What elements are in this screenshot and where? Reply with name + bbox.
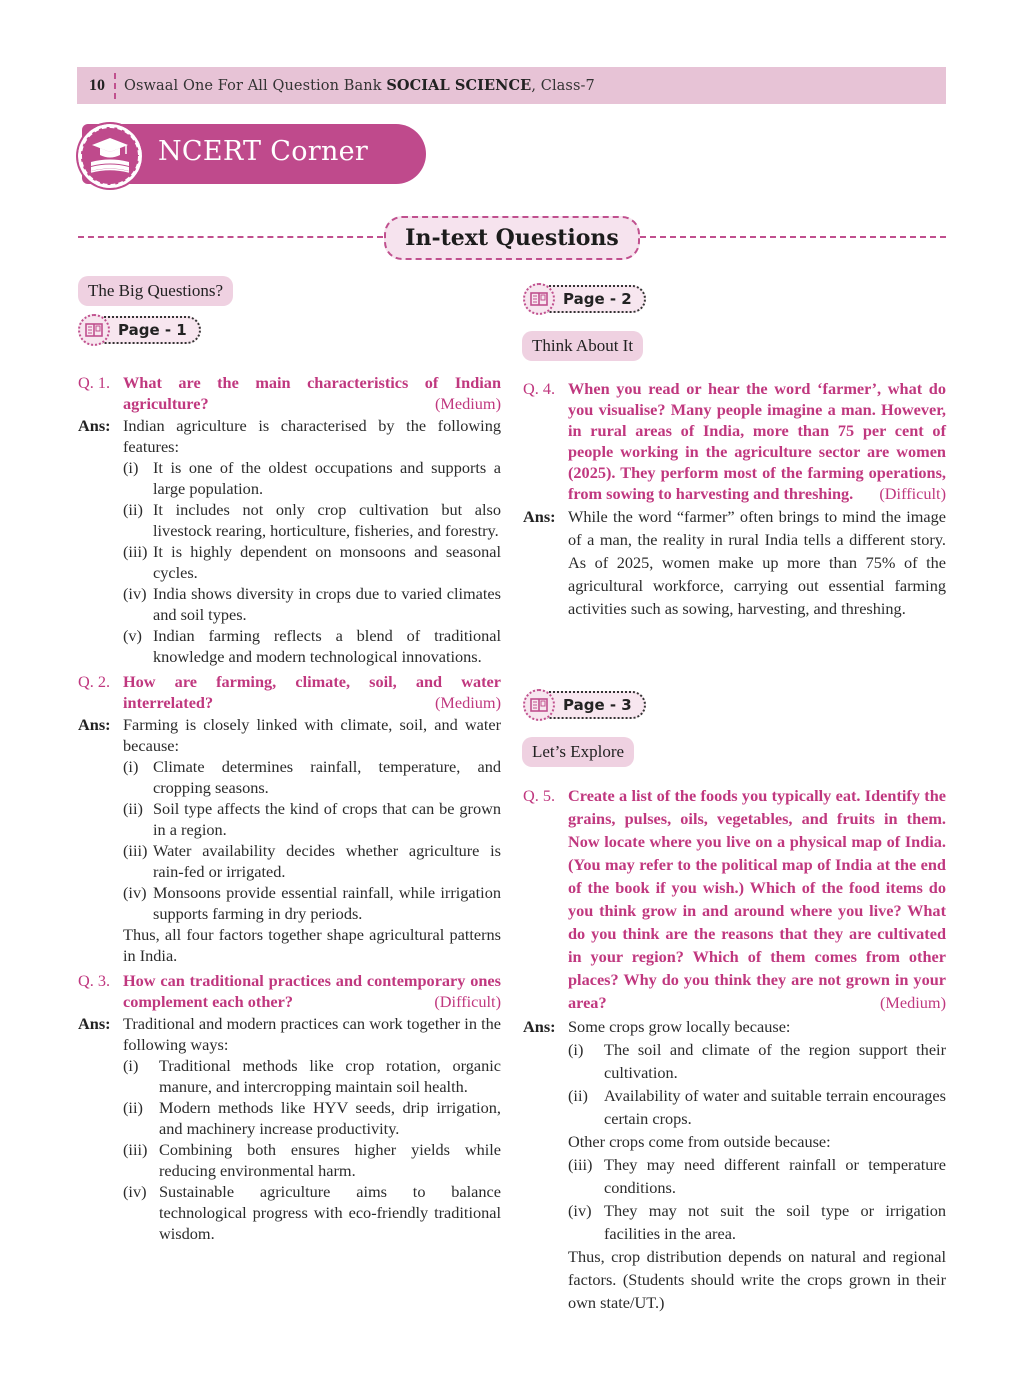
item-number: (iv): [568, 1201, 592, 1220]
item-text: Water availability decides whether agriculture is rain-fed or irrigated.: [153, 841, 501, 881]
answer-item: [123, 541, 501, 583]
item-text: Traditional methods like crop rotation, organic manure, and intercropping maintain soil health.: [159, 1056, 501, 1096]
item-number: (i): [123, 1056, 139, 1075]
book-subject: SOCIAL SCIENCE: [386, 77, 532, 94]
question-number: Q. 3.: [78, 971, 111, 990]
answer-item: [123, 798, 501, 840]
answer-item: [123, 1181, 501, 1244]
right-column-top: [523, 378, 946, 620]
question-text: How can traditional practices and contemporary ones complement each other?: [123, 971, 501, 1011]
item-text: It is one of the oldest occupations and supports a large population.: [153, 458, 501, 498]
tag-think-about-it: Think About It: [522, 331, 643, 361]
answer-item: [568, 1038, 946, 1084]
item-text: Availability of water and suitable terrain encourages certain crops.: [604, 1086, 946, 1128]
answer-label: Ans:: [78, 416, 111, 435]
question-5: [523, 784, 946, 1014]
item-number: (iii): [568, 1155, 593, 1174]
question-text: How are farming, climate, soil, and water interrelated?: [123, 672, 501, 712]
answer-item: [123, 625, 501, 667]
answer-item: [568, 1153, 946, 1199]
answer-5: [523, 1015, 946, 1314]
running-header: [77, 67, 946, 104]
page-label-text: Page - 3: [533, 691, 646, 719]
item-number: (iv): [123, 584, 147, 603]
question-3: [78, 970, 501, 1012]
answer-intro: Indian agriculture is characterised by the following features:: [123, 416, 501, 456]
question-number: Q. 4.: [523, 379, 556, 398]
answer-1: [78, 415, 501, 667]
answer-intro: Traditional and modern practices can work together in the following ways:: [123, 1014, 501, 1054]
open-book-icon: [78, 314, 110, 346]
answer-item: [568, 1084, 946, 1130]
answer-mid-text: Other crops come from outside because:: [568, 1132, 831, 1151]
open-book-icon: [523, 689, 555, 721]
tag-big-questions: The Big Questions?: [78, 276, 233, 306]
answer-item: [123, 583, 501, 625]
book-title: [124, 77, 595, 94]
item-number: (iii): [123, 841, 148, 860]
answer-item: [123, 499, 501, 541]
item-number: (iv): [123, 883, 147, 902]
question-number: Q. 1.: [78, 373, 111, 392]
item-number: (i): [123, 458, 139, 477]
answer-item: [568, 1199, 946, 1245]
answer-item: [123, 882, 501, 924]
item-number: (iii): [123, 542, 148, 561]
difficulty-label: (Difficult): [434, 992, 501, 1011]
banner-title: NCERT Corner: [158, 136, 369, 167]
item-number: (ii): [123, 1098, 143, 1117]
answer-conclusion: Thus, all four factors together shape agricultural patterns in India.: [123, 925, 501, 965]
item-number: (i): [568, 1040, 584, 1059]
book-class: , Class-7: [531, 78, 595, 94]
item-number: (ii): [123, 799, 143, 818]
answer-intro: Farming is closely linked with climate, soil, and water because:: [123, 715, 501, 755]
item-text: They may need different rainfall or temperature conditions.: [604, 1155, 946, 1197]
item-text: Climate determines rainfall, temperature, and cropping seasons.: [153, 757, 501, 797]
answer-conclusion: Thus, crop distribution depends on natural and regional factors. (Students should write the crops grown in their own state/UT.): [568, 1247, 946, 1312]
item-text: The soil and climate of the region support their cultivation.: [604, 1040, 946, 1082]
page-label-1: [78, 317, 201, 343]
answer-text: While the word “farmer” often brings to mind the image of a man, the reality in rural India tells a different story. As of 2025, women make up more than 75% of the agricultural workforce, carrying out essential farming activities such as sowing, harvesting, and threshing.: [568, 507, 946, 618]
item-number: (ii): [568, 1086, 588, 1105]
question-2: [78, 671, 501, 713]
item-text: Monsoons provide essential rainfall, while irrigation supports farming in dry periods.: [153, 883, 501, 923]
item-text: Combining both ensures higher yields while reducing environmental harm.: [159, 1140, 501, 1180]
answer-2: [78, 714, 501, 966]
right-column-bottom: [523, 784, 946, 1314]
section-divider-right: [640, 236, 946, 238]
section-title: In-text Questions: [384, 216, 640, 260]
question-text: When you read or hear the word ‘farmer’, what do you visualise? Many people imagine a man. However, in rural areas of India, more than 75 per cent of people working in the agriculture sector are women (2025). They perform most of the farming operations, from sowing to harvesting and threshing.: [568, 379, 946, 503]
item-number: (i): [123, 757, 139, 776]
item-text: It is highly dependent on monsoons and seasonal cycles.: [153, 542, 501, 582]
left-column: [78, 372, 501, 1244]
item-text: They may not suit the soil type or irrigation facilities in the area.: [604, 1201, 946, 1243]
answer-3: [78, 1013, 501, 1244]
question-4: [523, 378, 946, 504]
item-text: It includes not only crop cultivation but also livestock rearing, horticulture, fisheries, and forestry.: [153, 500, 501, 540]
difficulty-label: (Medium): [434, 693, 501, 712]
question-1: [78, 372, 501, 414]
page-label-text: Page - 2: [533, 285, 646, 313]
question-text: Create a list of the foods you typically eat. Identify the grains, pulses, oils, vegetables, and fruits in them. Now locate where you live on a physical map of India. (You may refer to the political map of India at the end of the book if you wish.) Which of the food items do you think grow in and around where you live? What do you think are the reasons that they are cultivated in your region? Which of them comes from other places? Why do you think they are not grown in your area?: [568, 786, 946, 1012]
item-text: Soil type affects the kind of crops that can be grown in a region.: [153, 799, 501, 839]
item-text: Indian farming reflects a blend of traditional knowledge and modern technological innovations.: [153, 626, 501, 666]
answer-item: [123, 840, 501, 882]
question-number: Q. 5.: [523, 786, 556, 805]
section-divider-left: [78, 236, 383, 238]
item-text: Sustainable agriculture aims to balance technological progress with eco-friendly traditional wisdom.: [159, 1182, 501, 1243]
tag-lets-explore: Let’s Explore: [522, 737, 634, 767]
book-title-prefix: Oswaal One For All Question Bank: [124, 78, 387, 94]
answer-label: Ans:: [523, 507, 556, 526]
answer-label: Ans:: [78, 1014, 111, 1033]
answer-4: [523, 505, 946, 620]
page-label-text: Page - 1: [88, 316, 201, 344]
question-text: What are the main characteristics of Indian agriculture?: [123, 373, 501, 413]
item-text: India shows diversity in crops due to varied climates and soil types.: [153, 584, 501, 624]
graduation-cap-book-icon: [76, 122, 144, 190]
page-label-2: [523, 286, 646, 312]
item-number: (v): [123, 626, 142, 645]
item-number: (iv): [123, 1182, 147, 1201]
answer-intro: Some crops grow locally because:: [568, 1017, 791, 1036]
answer-label: Ans:: [523, 1017, 556, 1036]
item-number: (ii): [123, 500, 143, 519]
item-text: Modern methods like HYV seeds, drip irrigation, and machinery increase productivity.: [159, 1098, 501, 1138]
question-number: Q. 2.: [78, 672, 111, 691]
difficulty-label: (Difficult): [879, 484, 946, 503]
answer-item: [123, 1055, 501, 1097]
header-divider: [114, 73, 116, 99]
open-book-icon: [523, 283, 555, 315]
page-label-3: [523, 692, 646, 718]
difficulty-label: (Medium): [434, 394, 501, 413]
answer-item: [123, 1139, 501, 1181]
answer-item: [123, 457, 501, 499]
answer-label: Ans:: [78, 715, 111, 734]
answer-item: [123, 756, 501, 798]
answer-item: [123, 1097, 501, 1139]
item-number: (iii): [123, 1140, 148, 1159]
page-number: 10: [89, 76, 105, 94]
difficulty-label: (Medium): [879, 993, 946, 1012]
